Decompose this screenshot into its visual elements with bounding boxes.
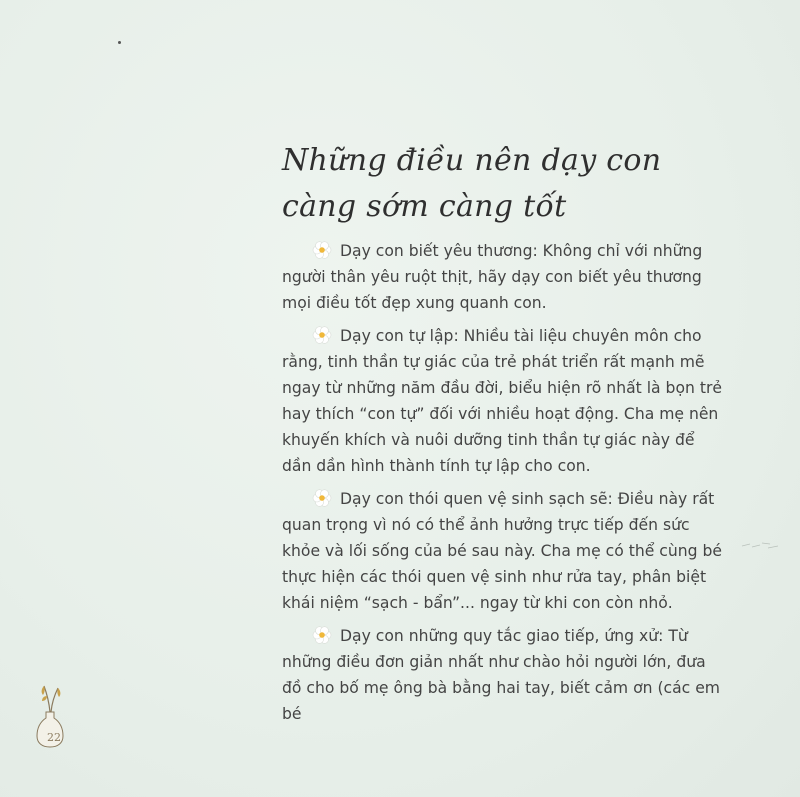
paragraph-1-text: Dạy con biết yêu thương: Không chỉ với những người thân yêu ruột thịt, hãy dạy con biết yêu thương mọi điều tốt đẹp xung quanh con.	[282, 242, 703, 312]
paragraph-3-text: Dạy con thói quen vệ sinh sạch sẽ: Điều này rất quan trọng vì nó có thể ảnh hưởng trực tiếp đến sức khỏe và lối sống của bé sau này. Cha mẹ có thể cùng bé thực hiện các thói quen vệ sinh như rửa tay, phân biệt khái niệm “sạch - bẩn”... ngay từ khi con còn nhỏ.	[282, 490, 722, 612]
paragraph-4	[282, 623, 722, 727]
page-number: 22	[47, 731, 61, 744]
flower-icon	[312, 240, 332, 260]
body-text	[282, 238, 722, 734]
paragraph-2	[282, 323, 722, 479]
page-title: Những điều nên dạy con càng sớm càng tốt	[282, 143, 662, 224]
paragraph-1	[282, 238, 722, 316]
flower-icon	[312, 488, 332, 508]
speck	[118, 41, 121, 44]
flower-icon	[312, 625, 332, 645]
flower-icon	[312, 325, 332, 345]
paper-scuff	[740, 538, 780, 554]
paragraph-2-text: Dạy con tự lập: Nhiều tài liệu chuyên môn cho rằng, tinh thần tự giác của trẻ phát triển rất mạnh mẽ ngay từ những năm đầu đời, biểu hiện rõ nhất là bọn trẻ hay thích “con tự” đối với nhiều hoạt động. Cha mẹ nên khuyến khích và nuôi dưỡng tinh thần tự giác này để dần dần hình thành tính tự lập cho con.	[282, 327, 722, 475]
paragraph-4-text: Dạy con những quy tắc giao tiếp, ứng xử: Từ những điều đơn giản nhất như chào hỏi người lớn, đưa đồ cho bố mẹ ông bà bằng hai tay, biết cảm ơn (các em bé	[282, 627, 720, 723]
paragraph-3	[282, 486, 722, 616]
